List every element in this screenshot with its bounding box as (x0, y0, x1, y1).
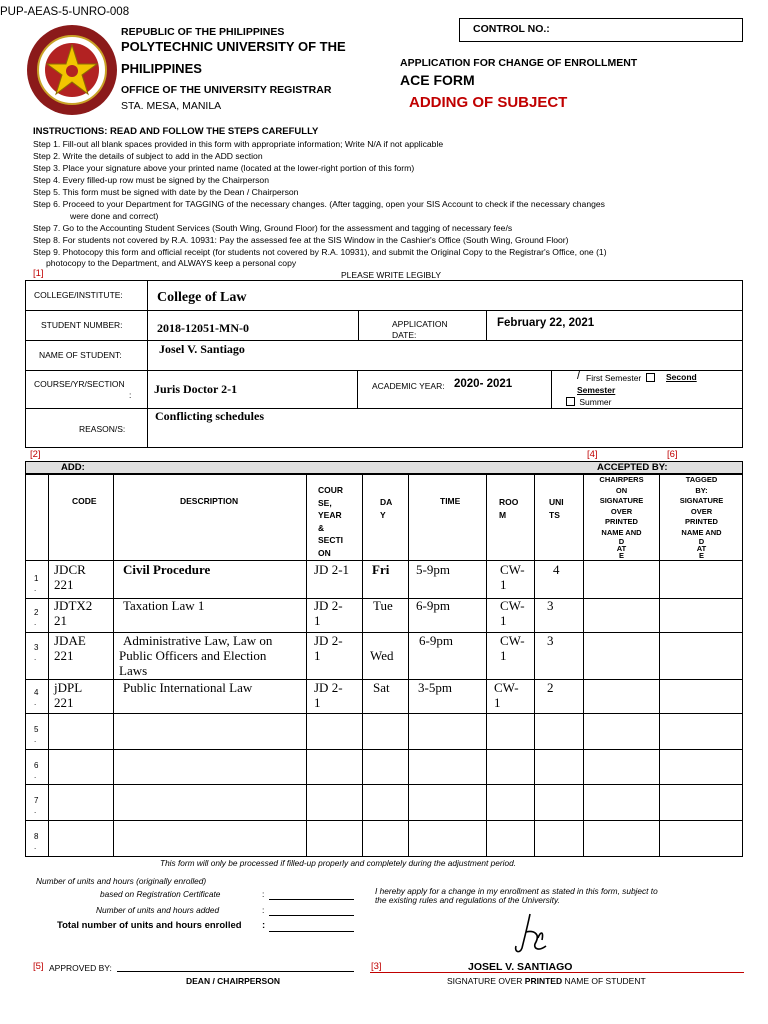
student-name-value[interactable]: Josel V. Santiago (159, 342, 245, 356)
row-course: JD 2- 1 (314, 598, 343, 628)
control-number-box (459, 18, 743, 42)
section-marker-5: [5] (33, 961, 44, 972)
application-date-label-2: DATE: (392, 330, 417, 340)
header-course: COUR SE, YEAR & SECTI ON (318, 485, 344, 558)
row-room: CW- 1 (500, 562, 525, 592)
instruction-step-continued: were done and correct) (70, 211, 159, 221)
row-code: JDTX2 21 (54, 598, 93, 628)
header-room: ROO M (499, 497, 519, 520)
student-number-label: STUDENT NUMBER: (41, 320, 123, 330)
row-course: JD 2- 1 (314, 680, 343, 710)
processed-note: This form will only be processed if filled-up properly and completely during the adjustment period. (160, 858, 517, 868)
student-printed-name: JOSEL V. SANTIAGO (468, 961, 573, 973)
row-description: Civil Procedure (123, 562, 211, 577)
form-name: ACE FORM (400, 72, 475, 88)
row-units: 4 (553, 562, 560, 577)
application-title: APPLICATION FOR CHANGE OF ENROLLMENT (400, 57, 638, 69)
section-marker-4: [4] (587, 449, 598, 460)
accepted-by-label: ACCEPTED BY: (597, 462, 668, 473)
semester-option-second[interactable]: Second (666, 372, 697, 382)
row-number: 8 . (34, 832, 39, 851)
row-course: JD 2- 1 (314, 633, 343, 663)
semester-option-first[interactable] (586, 373, 655, 383)
row-day: Fri (372, 562, 390, 577)
row-number: 2 . (34, 608, 39, 627)
units-original-label-2: based on Registration Certificate (100, 889, 221, 899)
units-total-label: Total number of units and hours enrolled (57, 920, 242, 931)
row-code: JDCR 221 (54, 562, 86, 592)
dean-label: DEAN / CHAIRPERSON (186, 976, 280, 986)
section-marker-6: [6] (667, 449, 678, 460)
instruction-step: Step 7. Go to the Accounting Student Services (South Wing, Ground Floor) for the assessment and tagging of necessary fee/s (33, 223, 513, 233)
student-number-value[interactable]: 2018-12051-MN-0 (157, 321, 249, 335)
section-marker-1: [1] (33, 268, 44, 279)
application-date-label: APPLICATION (392, 319, 448, 329)
signature-label: SIGNATURE OVER PRINTED NAME OF STUDENT (447, 976, 646, 986)
instruction-step: Step 9. Photocopy this form and official receipt (for students not covered by R.A. 10931), and submit the Original Copy to the Registrar's Office, one (1) (33, 247, 607, 257)
row-room: CW- 1 (494, 680, 519, 710)
instruction-step: Step 6. Proceed to your Department for TAGGING of the necessary changes. (After tagging, open your SIS Account to check if the necessary changes (33, 199, 605, 209)
college-label: COLLEGE/INSTITUTE: (34, 290, 123, 300)
row-room: CW- 1 (500, 598, 525, 628)
course-label-colon: : (129, 390, 132, 400)
colon: : (262, 920, 266, 931)
instruction-step: Step 8. For students not covered by R.A. 10931: Pay the assessed fee at the SIS Window in the Cashier's Office (South Wing, Ground Floor) (33, 235, 569, 245)
reason-value[interactable]: Conflicting schedules (155, 409, 265, 423)
approved-by-label: APPROVED BY: (49, 963, 112, 973)
student-signature (512, 912, 552, 961)
instruction-step: Step 4. Every filled-up row must be signed by the Chairperson (33, 175, 269, 185)
units-original-label: Number of units and hours (originally enrolled) (36, 876, 207, 886)
instruction-step: Step 2. Write the details of subject to add in the ADD section (33, 151, 263, 161)
university-name-line1: POLYTECHNIC UNIVERSITY OF THE (121, 39, 346, 54)
row-course: JD 2-1 (314, 562, 350, 577)
row-number: 1 . (34, 574, 39, 593)
row-code: JDAE 221 (54, 633, 86, 663)
course-label: COURSE/YR/SECTION (34, 379, 125, 389)
academic-year-value[interactable]: 2020- 2021 (454, 378, 513, 390)
college-value[interactable]: College of Law (157, 290, 247, 305)
university-seal-icon (26, 24, 118, 116)
row-code: jDPL 221 (54, 680, 83, 710)
address: STA. MESA, MANILA (121, 100, 222, 112)
form-type: ADDING OF SUBJECT (409, 94, 568, 111)
semester-option-summer[interactable] (566, 397, 612, 407)
section-marker-3: [3] (371, 961, 382, 972)
colon: : (262, 889, 265, 899)
header-code: CODE (72, 496, 97, 506)
row-number: 7 . (34, 796, 39, 815)
application-date-value[interactable]: February 22, 2021 (497, 317, 595, 329)
semester-summer-checkbox[interactable] (566, 397, 575, 406)
header-day: DA Y (380, 497, 393, 520)
header-time: TIME (440, 496, 461, 506)
instruction-step: Step 5. This form must be signed with date by the Dean / Chairperson (33, 187, 299, 197)
semester-first-label: First Semester (586, 373, 642, 383)
row-number: 4 . (34, 688, 39, 707)
reason-label: REASON/S: (79, 424, 126, 434)
add-label: ADD: (61, 462, 85, 473)
row-number: 5 . (34, 725, 39, 744)
signature-icon (512, 912, 552, 956)
header-description: DESCRIPTION (180, 496, 239, 506)
instruction-step-continued: photocopy to the Department, and ALWAYS keep a personal copy (46, 258, 297, 268)
row-time: 6-9pm (419, 633, 453, 648)
semester-summer-label: Summer (579, 397, 612, 407)
row-day: Sat (373, 680, 390, 695)
instruction-step: Step 3. Place your signature above your printed name (located at the lower-right portion of this form) (33, 163, 415, 173)
colon: : (262, 905, 265, 915)
please-write-legibly: PLEASE WRITE LEGIBLY (341, 270, 441, 280)
row-units: 2 (547, 680, 554, 695)
semester-option-second-2: Semester (577, 385, 616, 395)
control-number-label: CONTROL NO.: (473, 23, 550, 35)
header-chairperson-signature: CHAIRPERS ON SIGNATURE OVER PRINTED NAME AND D AT E (599, 475, 644, 560)
course-value[interactable]: Juris Doctor 2-1 (154, 382, 238, 396)
row-day: Tue (373, 598, 393, 613)
units-added-label: Number of units and hours added (96, 905, 220, 915)
university-name-line2: PHILIPPINES (121, 61, 202, 76)
row-day: Wed (370, 648, 394, 663)
row-number: 3 . (34, 643, 39, 662)
header-tagged-by: TAGGED BY: SIGNATURE OVER PRINTED NAME AND D AT E (679, 475, 724, 560)
section-marker-2: [2] (30, 449, 41, 460)
row-description: Public International Law (123, 680, 253, 695)
academic-year-label: ACADEMIC YEAR: (372, 381, 445, 391)
instruction-step: Step 1. Fill-out all blank spaces provided in this form with appropriate information; Write N/A if not applicable (33, 139, 444, 149)
row-units: 3 (547, 633, 554, 648)
header-units: UNI TS (549, 497, 564, 520)
row-room: CW- 1 (500, 633, 525, 663)
semester-slash: / (577, 370, 581, 382)
row-number: 6 . (34, 761, 39, 780)
row-description: Administrative Law, Law on Public Officers and Election Laws (119, 633, 273, 678)
row-time: 5-9pm (416, 562, 450, 577)
declaration: I hereby apply for a change in my enrollment as stated in this form, subject to the existing rules and regulations of the University. (375, 886, 658, 905)
instructions-title: INSTRUCTIONS: READ AND FOLLOW THE STEPS CAREFULLY (33, 126, 319, 137)
republic-line: REPUBLIC OF THE PHILIPPINES (121, 26, 285, 38)
student-info-box (25, 280, 743, 448)
registrar-office: OFFICE OF THE UNIVERSITY REGISTRAR (121, 84, 332, 96)
row-time: 3-5pm (418, 680, 452, 695)
student-name-label: NAME OF STUDENT: (39, 350, 122, 360)
row-units: 3 (547, 598, 554, 613)
row-description: Taxation Law 1 (123, 598, 205, 613)
university-seal (26, 24, 118, 116)
semester-first-checkbox[interactable] (646, 373, 655, 382)
document-code: PUP-AEAS-5-UNRO-008 (0, 6, 130, 18)
row-time: 6-9pm (416, 598, 450, 613)
